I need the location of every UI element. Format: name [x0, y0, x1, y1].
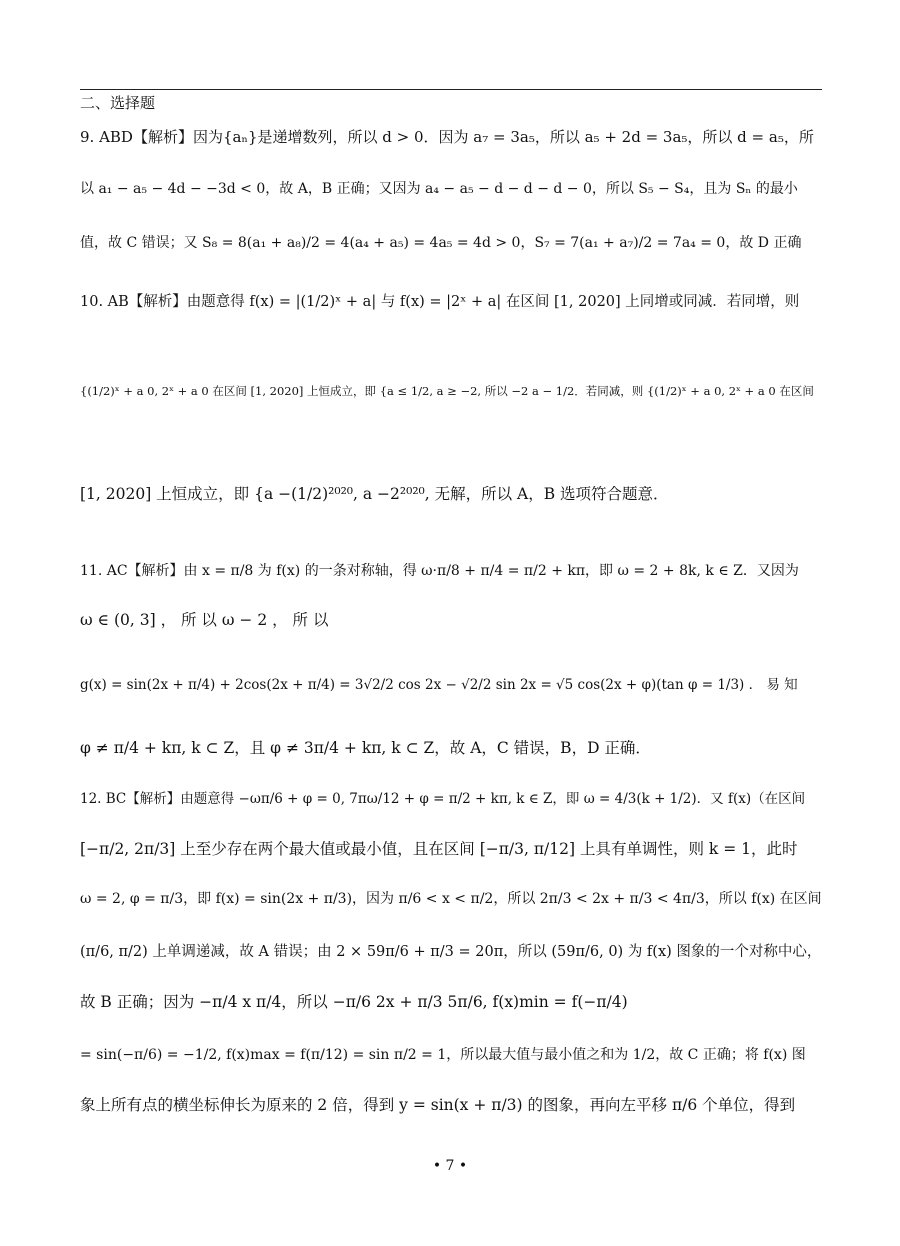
- page-number: • 7 •: [432, 1158, 468, 1174]
- text-line: [−π/2, 2π/3] 上至少存在两个最大值或最小值，且在区间 [−π/3, π/12] 上具有单调性，则 k = 1，此时: [80, 840, 798, 858]
- text-line: g(x) = sin(2x + π/4) + 2cos(2x + π/4) = 3√2/2 cos 2x − √2/2 sin 2x = √5 cos(2x + φ)(tan φ = 1/3) ． 易 知: [80, 677, 798, 693]
- header-rule: [80, 89, 822, 90]
- text-line: 以 a₁ − a₅ − 4d − −3d < 0，故 A，B 正确；又因为 a₄ − a₅ − d − d − d − 0，所以 S₅ − S₄，且为 Sₙ 的最小: [80, 181, 798, 197]
- text-line: φ ≠ π/4 + kπ, k ⊂ Z，且 φ ≠ 3π/4 + kπ, k ⊂ Z，故 A，C 错误，B，D 正确．: [80, 739, 651, 757]
- text-line: 12. BC【解析】由题意得 −ωπ/6 + φ = 0, 7πω/12 + φ = π/2 + kπ, k ∈ Z，即 ω = 4/3(k + 1/2)．又 f(x)（在区间: [80, 791, 806, 807]
- text-line: 象上所有点的横坐标伸长为原来的 2 倍，得到 y = sin(x + π/3) 的图象，再向左平移 π/6 个单位，得到: [80, 1096, 796, 1114]
- text-line: {(1/2)ˣ + a 0, 2ˣ + a 0 在区间 [1, 2020] 上恒成立，即 {a ≤ 1/2, a ≥ −2, 所以 −2 a − 1/2．若同减，则 {(1/2)ˣ + a 0, 2ˣ + a 0 在区间: [80, 384, 814, 398]
- text-line: 10. AB【解析】由题意得 f(x) = |(1/2)ˣ + a| 与 f(x) = |2ˣ + a| 在区间 [1, 2020] 上同增或同减．若同增，则: [80, 294, 800, 310]
- text-line: [1, 2020] 上恒成立，即 {a −(1/2)²⁰²⁰, a −2²⁰²⁰, 无解，所以 A，B 选项符合题意．: [80, 485, 669, 503]
- text-line: 9. ABD【解析】因为{aₙ}是递增数列，所以 d > 0．因为 a₇ = 3a₅，所以 a₅ + 2d = 3a₅，所以 d = a₅，所: [80, 128, 814, 146]
- text-line: 故 B 正确；因为 −π/4 x π/4，所以 −π/6 2x + π/3 5π/6, f(x)min = f(−π/4): [80, 993, 628, 1011]
- text-line: ω = 2, φ = π/3，即 f(x) = sin(2x + π/3)，因为 π/6 < x < π/2，所以 2π/3 < 2x + π/3 < 4π/3，所以 f(x) 在区间: [80, 891, 822, 907]
- text-line: 11. AC【解析】由 x = π/8 为 f(x) 的一条对称轴，得 ω·π/8 + π/4 = π/2 + kπ，即 ω = 2 + 8k, k ∈ Z．又因为: [80, 563, 799, 579]
- text-line: = sin(−π/6) = −1/2, f(x)max = f(π/12) = sin π/2 = 1，所以最大值与最小值之和为 1/2，故 C 正确；将 f(x) 图: [80, 1047, 806, 1063]
- text-line: 值，故 C 错误；又 S₈ = 8(a₁ + a₈)/2 = 4(a₄ + a₅) = 4a₅ = 4d > 0，S₇ = 7(a₁ + a₇)/2 = 7a₄ = 0，故 D 正确: [80, 235, 802, 251]
- section-header: 二、选择题: [80, 94, 156, 112]
- text-line: (π/6, π/2) 上单调递减，故 A 错误；由 2 × 59π/6 + π/3 = 20π，所以 (59π/6, 0) 为 f(x) 图象的一个对称中心，: [80, 944, 822, 960]
- text-line: ω ∈ (0, 3] ， 所 以 ω − 2 ， 所 以: [80, 611, 329, 629]
